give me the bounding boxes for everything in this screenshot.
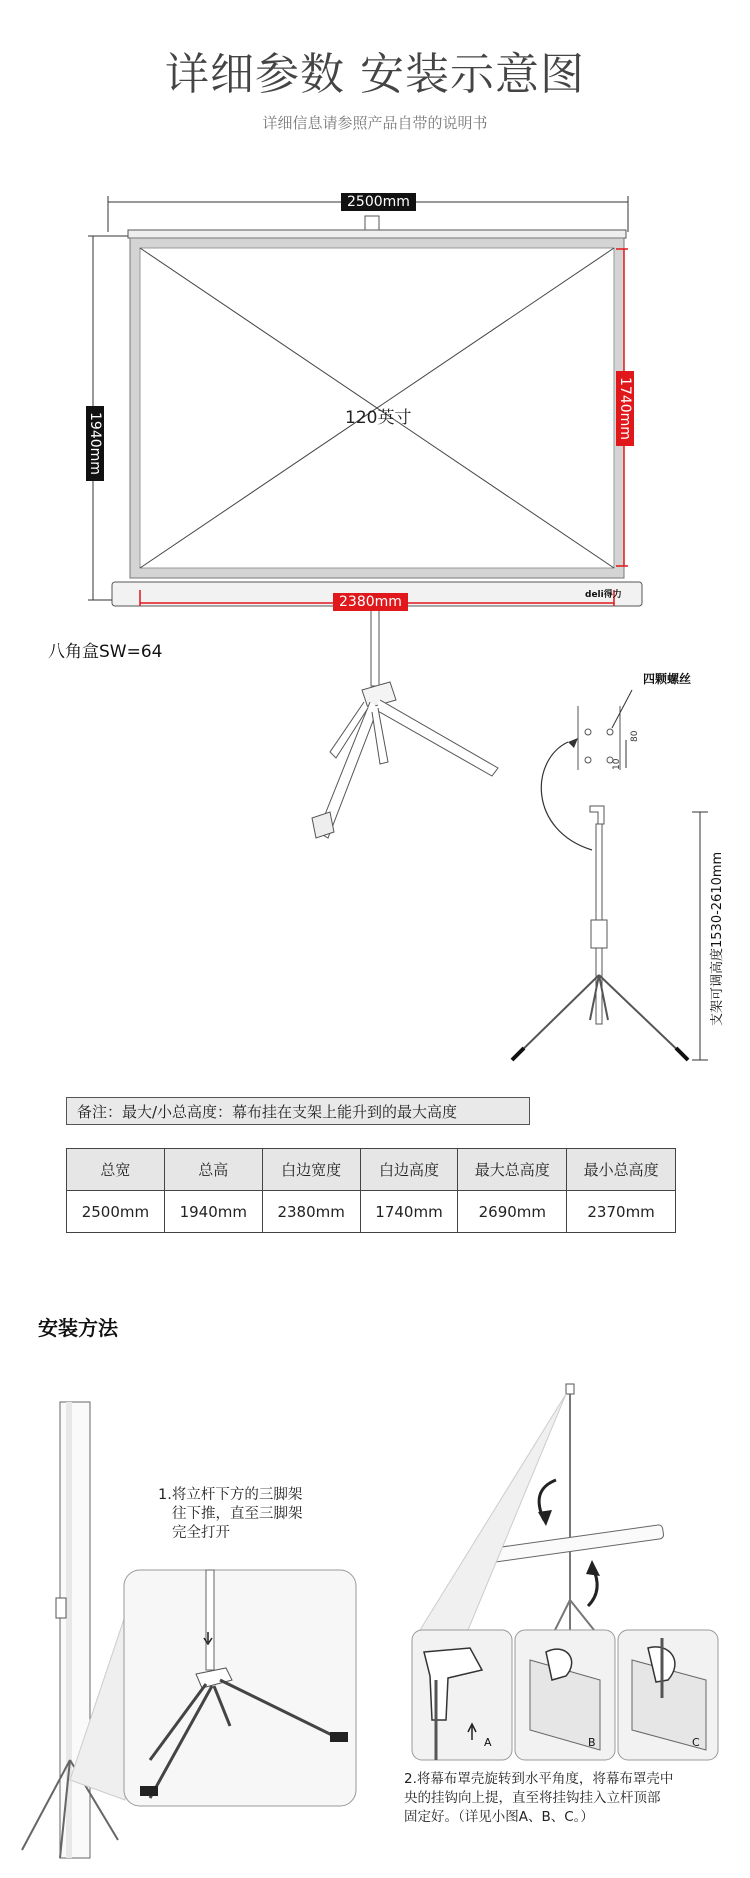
top-bar: [128, 230, 626, 238]
step2-text: [404, 1770, 744, 1827]
height-label: 1940mm: [86, 406, 104, 481]
step1-line: 完全打开: [172, 1525, 230, 1541]
page-title: 详细参数 安装示意图: [165, 49, 585, 100]
spec-header: 白边宽度: [262, 1149, 360, 1191]
spec-value: 2690mm: [458, 1191, 567, 1233]
stand-pole: [371, 606, 379, 686]
screen-size-label: 120英寸: [345, 408, 412, 428]
white-height-label: 1740mm: [616, 371, 634, 446]
step2-line: 央的挂钩向上提，直至将挂钩挂入立杆顶部: [404, 1790, 661, 1806]
white-width-label: 2380mm: [333, 593, 408, 611]
rolled-screen-vertical: [60, 1402, 90, 1858]
screw-label: 四颗螺丝: [643, 672, 692, 686]
step1-line: 往下推，直至三脚架: [172, 1506, 303, 1522]
spec-value-row: [67, 1191, 676, 1233]
spec-value: 2380mm: [262, 1191, 360, 1233]
inset-c-label: C: [692, 1736, 700, 1749]
page-subtitle: 详细信息请参照产品自带的说明书: [262, 114, 488, 132]
small-dim-10: 10: [612, 758, 622, 770]
spec-value: 2500mm: [67, 1191, 165, 1233]
install-section-title: 安装方法: [38, 1316, 118, 1340]
small-dim-80: 80: [630, 730, 640, 742]
inset-b-label: B: [588, 1736, 596, 1749]
stand-height-label: 支架可调高度1530-2610mm: [710, 851, 725, 1026]
step1-text: [158, 1486, 303, 1543]
inset-a-label: A: [484, 1736, 492, 1749]
step2-line: 固定好。（详见小图A、B、C。）: [404, 1809, 594, 1825]
hanging-hook: [365, 216, 379, 230]
spec-header: 总高: [164, 1149, 262, 1191]
width-label: 2500mm: [341, 193, 416, 211]
spec-table: [66, 1148, 676, 1233]
octagon-box-label: 八角盒SW=64: [48, 642, 163, 662]
step1-line: 1.将立杆下方的三脚架: [158, 1487, 303, 1503]
spec-header-row: [67, 1149, 676, 1191]
step2-line: 2.将幕布罩壳旋转到水平角度，将幕布罩壳中: [404, 1771, 674, 1787]
spec-value: 1940mm: [164, 1191, 262, 1233]
spec-header: 最大总高度: [458, 1149, 567, 1191]
spec-header: 总宽: [67, 1149, 165, 1191]
note-box: 备注：最大/小总高度：幕布挂在支架上能升到的最大高度: [66, 1097, 530, 1125]
spec-value: 2370mm: [567, 1191, 676, 1233]
spec-header: 白边高度: [360, 1149, 458, 1191]
brand-logo: deli得力: [585, 590, 622, 600]
spec-value: 1740mm: [360, 1191, 458, 1233]
spec-header: 最小总高度: [567, 1149, 676, 1191]
step1-zoom-box: [124, 1570, 356, 1806]
